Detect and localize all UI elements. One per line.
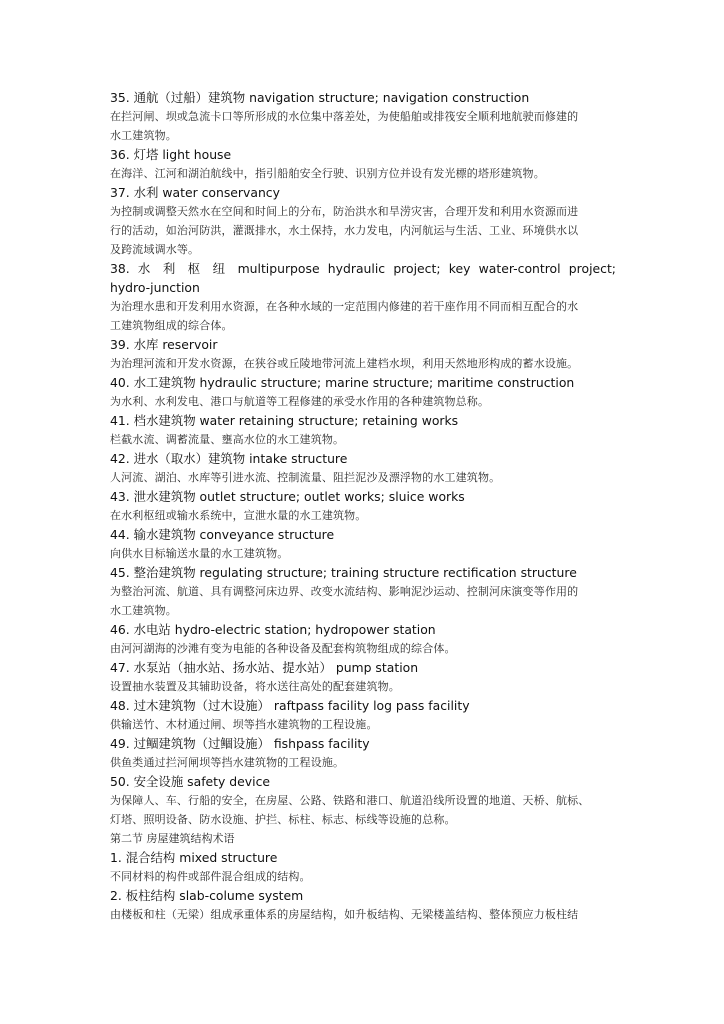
text-line: 第二节 房屋建筑结构术语 [110, 832, 235, 845]
text-line: 供鱼类通过拦河闸坝等挡水建筑物的工程设施。 [110, 756, 345, 769]
text-line: 为整治河流、航道、具有调整河床边界、改变水流结构、影响泥沙运动、控制河床演变等作用的 [110, 585, 579, 598]
text-line: 设置抽水装置及其辅助设备，将水送往高处的配套建筑物。 [110, 680, 400, 693]
text-line: 40. 水工建筑物 hydraulic structure; marine structure; maritime construction [110, 375, 575, 390]
text-line: 为水利、水利发电、港口与航道等工程修建的承受水作用的各种建筑物总称。 [110, 395, 490, 408]
text-line: 由楼板和柱（无梁）组成承重体系的房屋结构，如升板结构、无梁楼盖结构、整体预应力板柱结 [110, 908, 579, 921]
text-line: 由河河湖海的沙滩有变为电能的各种设备及配套构筑物组成的综合体。 [110, 642, 456, 655]
text-line: 43. 泄水建筑物 outlet structure; outlet works; sluice works [110, 489, 465, 504]
text-line: 47. 水泵站（抽水站、扬水站、提水站） pump station [110, 660, 419, 675]
text-line: 41. 档水建筑物 water retaining structure; retaining works [110, 413, 459, 428]
text-line: 44. 输水建筑物 conveyance structure [110, 527, 335, 542]
text-line: 及跨流域调水等。 [110, 243, 200, 256]
text-line: 行的活动，如治河防洪，灌溉排水，水土保持，水力发电，内河航运与生活、工业、环境供水以 [110, 224, 579, 237]
document-page [110, 88, 616, 924]
text-line: 42. 进水（取水）建筑物 intake structure [110, 451, 348, 466]
text-line: 50. 安全设施 safety device [110, 774, 271, 789]
text-line: 36. 灯塔 light house [110, 147, 232, 162]
text-line: 为保障人、车、行船的安全，在房屋、公路、铁路和港口、航道沿线所设置的地道、天桥、航标、 [110, 794, 590, 807]
text-line: 为治理河流和开发水资源，在狭谷或丘陵地带河流上建档水坝，利用天然地形构成的蓄水设施。 [110, 357, 579, 370]
text-line: 为治理水患和开发利用水资源，在各种水域的一定范围内修建的若干座作用不同而相互配合的水 [110, 300, 579, 313]
text-line: 为控制或调整天然水在空间和时间上的分布，防治洪水和旱涝灾害，合理开发和利用水资源而进 [110, 205, 579, 218]
text-line: 人河流、湖泊、水库等引进水流、控制流量、阻拦泥沙及漂浮物的水工建筑物。 [110, 471, 501, 484]
text-line: 水工建筑物。 [110, 604, 177, 617]
text-line: 水工建筑物。 [110, 129, 177, 142]
text-line: 39. 水库 reservoir [110, 337, 218, 352]
text-line: 向供水目标输送水量的水工建筑物。 [110, 547, 289, 560]
text-line: 46. 水电站 hydro-electric station; hydropower station [110, 622, 436, 637]
text-line: 在海洋、江河和湖泊航线中，指引船舶安全行驶、识别方位并设有发光標的塔形建筑物。 [110, 167, 545, 180]
text-line: 2. 板柱结构 slab-colume system [110, 888, 304, 903]
text-line: 在拦河闸、坝或急流卡口等所形成的水位集中落差处，为使船舶或排筏安全顺利地航驶而修建的 [110, 110, 579, 123]
text-line: 49. 过鲴建筑物（过鲴设施） fishpass facility [110, 736, 370, 751]
text-line: hydro-junction [110, 280, 200, 295]
text-line: 栏截水流、调蓄流量、壅高水位的水工建筑物。 [110, 433, 345, 446]
text-line: 灯塔、照明设备、防水设施、护拦、标柱、标志、标线等设施的总称。 [110, 813, 456, 826]
text-line: 35. 通航（过船）建筑物 navigation structure; navigation construction [110, 90, 530, 105]
text-line: 37. 水利 water conservancy [110, 185, 280, 200]
text-line: 45. 整治建筑物 regulating structure; training structure rectification structure [110, 565, 577, 580]
text-line: 不同材料的构件或部件混合组成的结构。 [110, 870, 311, 883]
text-line: 38. 水 利 枢 纽 multipurpose hydraulic project; key water-control project; [110, 261, 616, 276]
text-line: 在水利枢纽或输水系统中，宣泄水量的水工建筑物。 [110, 509, 367, 522]
text-line: 工建筑物组成的综合体。 [110, 319, 233, 332]
text-line: 1. 混合结构 mixed structure [110, 850, 278, 865]
text-line: 48. 过木建筑物（过木设施） raftpass facility log pass facility [110, 698, 470, 713]
text-line: 供输送竹、木材通过闸、坝等挡水建筑物的工程设施。 [110, 718, 378, 731]
